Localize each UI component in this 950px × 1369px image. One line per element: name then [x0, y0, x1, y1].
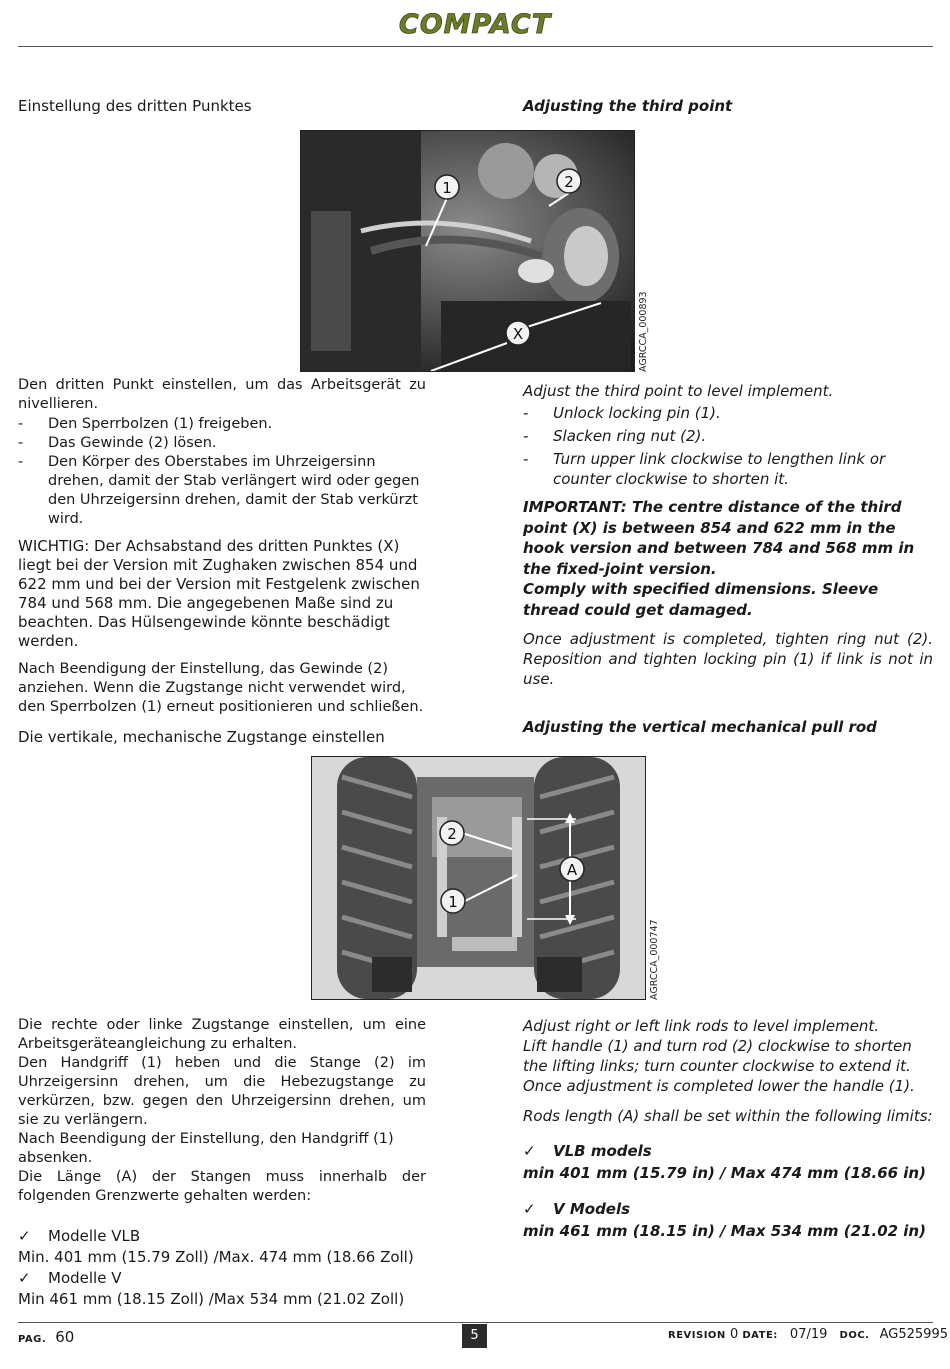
figure2-code: AGRCCA_000747 — [649, 919, 660, 1000]
en-body: Adjust right or left link rods to level implement. — [523, 1017, 880, 1035]
en-step: - Turn upper link clockwise to lengthen link or counter clockwise to shorten it. — [523, 449, 933, 489]
figure1-code: AGRCCA_000893 — [638, 291, 649, 372]
svg-text:2: 2 — [564, 173, 574, 191]
svg-text:1: 1 — [448, 893, 458, 911]
en-model-name: ✓ V Models — [523, 1198, 933, 1220]
de-after: Nach Beendigung der Einstellung, das Gewinde (2) anziehen. Wenn die Zugstange nicht verwendet wird, den Sperrbolzen (1) erneut positionieren und schließen. — [18, 661, 424, 715]
callout-a — [560, 857, 584, 881]
svg-text:COMPACT: COMPACT — [398, 9, 552, 40]
section1-de-title: Einstellung des dritten Punktes — [18, 97, 252, 115]
de-steps — [18, 415, 426, 529]
de-model-name: ✓ Modelle V — [18, 1268, 426, 1289]
compact-logo — [0, 6, 950, 44]
en-model-range: min 461 mm (18.15 in) / Max 534 mm (21.02 in) — [523, 1222, 926, 1240]
svg-text:A: A — [566, 861, 578, 879]
callout-2 — [440, 821, 464, 845]
pull-rod-figure — [311, 756, 646, 1000]
footer-rule — [18, 1322, 933, 1323]
callout-1 — [441, 889, 465, 913]
svg-text:2: 2 — [447, 825, 457, 843]
svg-text:X: X — [512, 325, 524, 343]
en-limits: Rods length (A) shall be set within the following limits: — [523, 1107, 933, 1125]
de-step: - Das Gewinde (2) lösen. — [18, 434, 426, 453]
en-intro: Adjust the third point to level implement. — [523, 382, 834, 400]
callout-1 — [435, 175, 459, 199]
en-important: IMPORTANT: The centre distance of the third point (X) is between 854 and 622 mm in the hook version and between 784 and 568 mm in the fixed-joint version. — [523, 498, 915, 578]
pag-label: PAG. — [18, 1334, 47, 1345]
svg-text:1: 1 — [442, 179, 452, 197]
en-model-range: min 401 mm (15.79 in) / Max 474 mm (18.66 in) — [523, 1164, 926, 1182]
doc-info: REVISION 0 DATE: 07/19 DOC. AG525995 — [668, 1327, 948, 1342]
de-body: Die rechte oder linke Zugstange einstellen, um eine Arbeitsgeräteangleichung zu erhalten. — [18, 1017, 426, 1052]
en-steps — [523, 403, 933, 489]
section-number-badge: 5 — [462, 1324, 487, 1348]
en-body: Once adjustment is completed lower the handle (1). — [523, 1077, 915, 1095]
page-number: PAG. 60 — [18, 1328, 75, 1346]
en-step: - Slacken ring nut (2). — [523, 426, 933, 446]
de-model-range: Min. 401 mm (15.79 Zoll) /Max. 474 mm (18.66 Zoll) — [18, 1248, 414, 1266]
third-point-figure — [300, 130, 635, 372]
header-rule — [18, 46, 933, 47]
section2-en-title: Adjusting the vertical mechanical pull rod — [523, 718, 877, 736]
de-intro: Den dritten Punkt einstellen, um das Arbeitsgerät zu nivellieren. — [18, 377, 426, 412]
section2-de-title: Die vertikale, mechanische Zugstange einstellen — [18, 728, 385, 746]
de-body: Nach Beendigung der Einstellung, den Handgriff (1) absenken. — [18, 1131, 394, 1166]
de-model-range: Min 461 mm (18.15 Zoll) /Max 534 mm (21.02 Zoll) — [18, 1290, 405, 1308]
callout-2 — [557, 169, 581, 193]
de-body: Die Länge (A) der Stangen muss innerhalb der folgenden Grenzwerte gehalten werden: — [18, 1169, 426, 1204]
en-step: - Unlock locking pin (1). — [523, 403, 933, 423]
en-body: Lift handle (1) and turn rod (2) clockwise to shorten the lifting links; turn counter clockwise to extend it. — [523, 1037, 912, 1075]
section1-en-title: Adjusting the third point — [523, 97, 733, 115]
de-important: WICHTIG: Der Achsabstand des dritten Punktes (X) liegt bei der Version mit Zughaken zwischen 854 und 622 mm und bei der Version mit Festgelenk zwischen 784 und 568 mm. Die angegebenen Maße sind zu beachten. Das Hülsengewinde könnte beschädigt werden. — [18, 537, 420, 650]
callout-x — [506, 321, 530, 345]
en-after: Once adjustment is completed, tighten ring nut (2). Reposition and tighten locking pin (1) if link is not in use. — [523, 630, 933, 688]
de-step: - Den Körper des Oberstabes im Uhrzeigersinn drehen, damit der Stab verlängert wird oder gegen den Uhrzeigersinn drehen, damit der Stab verkürzt wird. — [18, 453, 426, 529]
de-step: - Den Sperrbolzen (1) freigeben. — [18, 415, 426, 434]
de-body: Den Handgriff (1) heben und die Stange (2) im Uhrzeigersinn drehen, um die Hebezugstange zu verkürzen, bzw. gegen den Uhrzeigersinn drehen, um sie zu verlängern. — [18, 1055, 426, 1128]
en-comply: Comply with specified dimensions. Sleeve thread could get damaged. — [523, 580, 879, 619]
de-model-name: ✓ Modelle VLB — [18, 1226, 426, 1247]
en-model-name: ✓ VLB models — [523, 1140, 933, 1162]
